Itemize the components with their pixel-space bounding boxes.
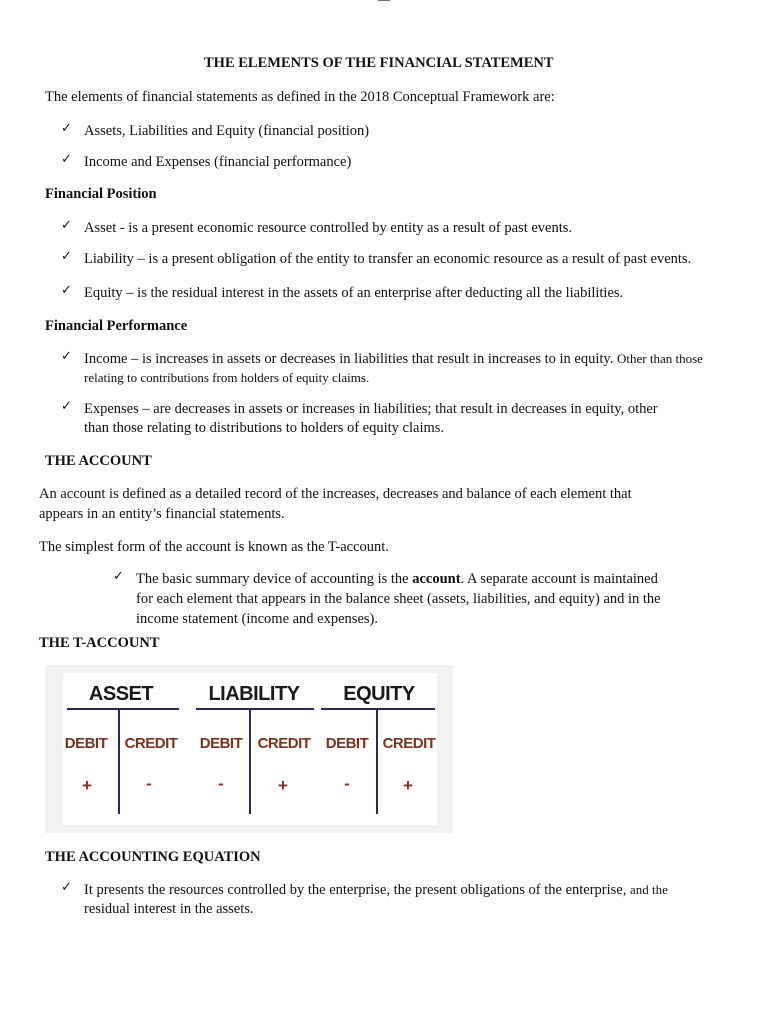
account-definition-line1: An account is defined as a detailed record of the increases, decreases and balance of each element that [39,486,632,502]
liability-t-vertical [249,708,251,814]
asset-debit-label: DEBIT [64,735,108,752]
t-account-heading: THE T-ACCOUNT [39,635,160,651]
equity-definition: Equity – is the residual interest in the assets of an enterprise after deducting all the liabilities. [84,285,624,301]
equity-debit-label: DEBIT [325,735,369,752]
income-definition-tail: Other than those [617,351,703,366]
asset-account-title: ASSET [88,683,154,705]
account-bullet-line2: for each element that appears in the balance sheet (assets, liabilities, and equity) and in the [136,591,661,607]
equity-credit-sign: + [403,776,413,795]
check-icon: ✓ [61,152,72,167]
equation-line1-tail: and the [630,882,668,897]
equation-line2: residual interest in the assets. [84,901,254,917]
income-definition-line1 [84,351,703,368]
liability-credit-sign: + [278,776,288,795]
elements-item-2: Income and Expenses (financial performance) [84,154,352,170]
check-icon: ✓ [61,880,72,895]
t-account-intro: The simplest form of the account is known as the T-account. [39,539,389,555]
financial-performance-heading: Financial Performance [45,318,188,334]
equity-credit-label: CREDIT [382,735,436,752]
check-icon: ✓ [61,249,72,264]
liability-t-horizontal [196,708,314,710]
check-icon: ✓ [61,283,72,298]
account-bullet-pre: The basic summary device of accounting is the [136,571,413,587]
account-definition-line2: appears in an entity’s financial statements. [39,506,285,522]
asset-credit-label: CREDIT [124,735,178,752]
asset-t-vertical [118,708,120,814]
liability-credit-label: CREDIT [257,735,311,752]
check-icon: ✓ [61,218,72,233]
account-bullet-bold: account [412,571,461,587]
equity-account-title: EQUITY [343,683,415,705]
intro-text: The elements of financial statements as defined in the 2018 Conceptual Framework are: [45,89,555,105]
liability-debit-label: DEBIT [199,735,243,752]
equity-t-horizontal [321,708,435,710]
t-account-diagram [45,665,453,833]
check-icon: ✓ [61,121,72,136]
page-top-mark [378,0,390,1]
page-title: THE ELEMENTS OF THE FINANCIAL STATEMENT [204,55,554,71]
account-bullet-line1 [136,571,658,588]
equity-debit-sign: - [344,774,350,793]
expenses-definition-line2: than those relating to distributions to holders of equity claims. [84,420,445,436]
equation-line1-text: It presents the resources controlled by the enterprise, the present obligations of the enterprise, [84,882,627,898]
elements-item-1: Assets, Liabilities and Equity (financial position) [84,123,370,139]
equation-line1 [84,882,668,899]
t-account-canvas [63,673,437,825]
liability-debit-sign: - [218,774,224,793]
financial-position-heading: Financial Position [45,186,157,202]
check-icon: ✓ [61,399,72,414]
equity-t-vertical [376,708,378,814]
account-heading: THE ACCOUNT [45,453,152,469]
asset-debit-sign: + [82,776,92,795]
check-icon: ✓ [113,569,124,584]
income-definition-text: Income – is increases in assets or decreases in liabilities that result in increases to in equity. [84,351,614,367]
check-icon: ✓ [61,349,72,364]
income-definition-line2: relating to contributions from holders of equity claims. [84,370,370,385]
asset-credit-sign: - [146,774,152,793]
account-bullet-line3: income statement (income and expenses). [136,611,378,627]
account-bullet-post: . A separate account is maintained [460,571,658,587]
liability-account-title: LIABILITY [208,683,300,705]
accounting-equation-heading: THE ACCOUNTING EQUATION [45,849,261,865]
liability-definition: Liability – is a present obligation of the entity to transfer an economic resource as a result of past events. [84,251,692,267]
expenses-definition-line1: Expenses – are decreases in assets or increases in liabilities; that result in decreases in equity, other [84,401,658,417]
asset-t-horizontal [67,708,179,710]
asset-definition: Asset - is a present economic resource controlled by entity as a result of past events. [84,220,573,236]
